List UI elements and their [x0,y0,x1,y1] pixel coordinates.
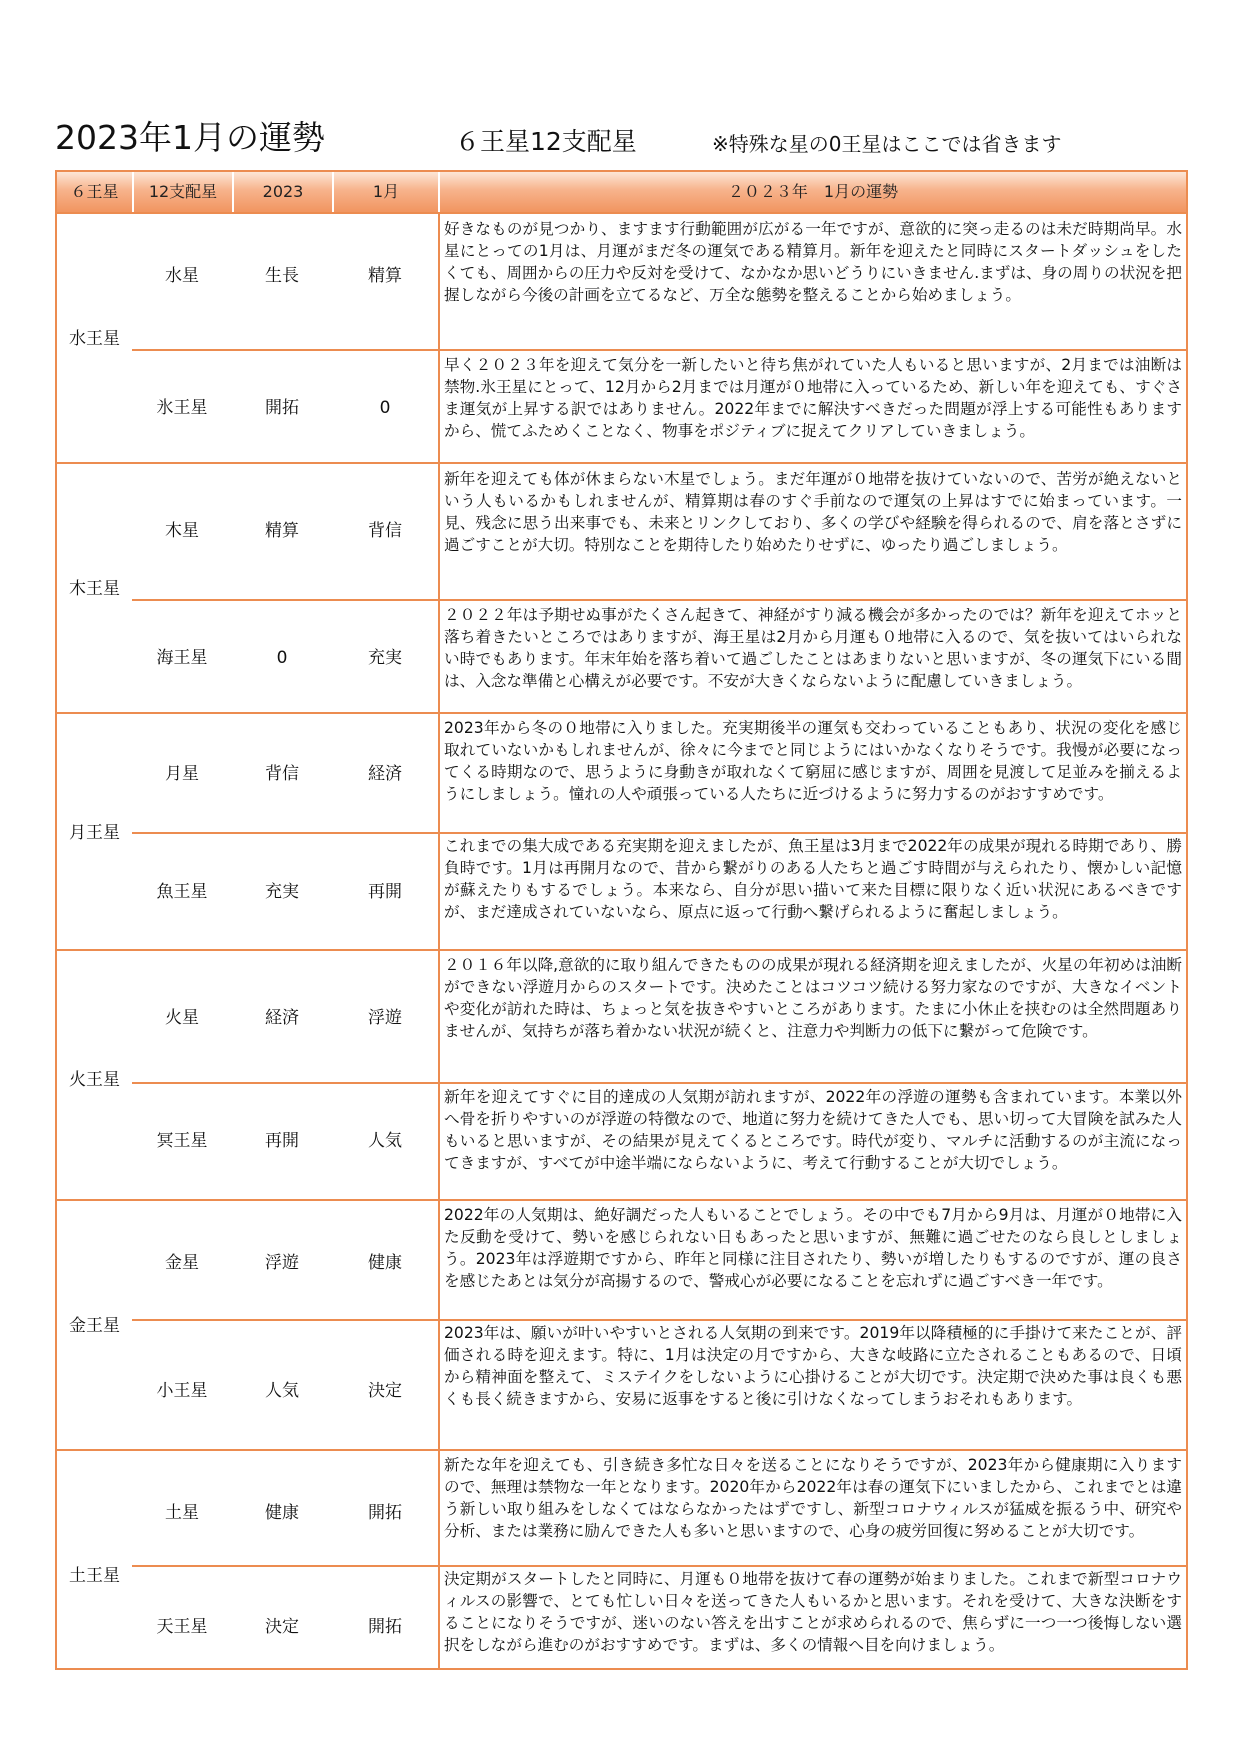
group-name: 木王星 [69,579,120,599]
month-fortune: 背信 [368,521,402,541]
fortune-text: 新たな年を迎えても、引き続き多忙な日々を送ることになりそうですが、2023年から健康期に入りますので、無理は禁物な一年となります。2020年から2022年は春の運気下にいましたから、これまでとは違う新しい取り組みをしなくてはならなかったはずですし、新型コロナウィルスが猛威を振るう中、研究や分析、または業務に励んできた人も多いと思いますので、心身の疲労回復に努めることが大切です。 [444,1456,1182,1540]
col-header-king-star: ６王星 [70,182,119,201]
group-name: 土王星 [69,1566,120,1586]
group-metal-king [57,1201,1186,1451]
group-earth-king [57,1451,1186,1668]
month-fortune: 経済 [368,764,402,784]
year-fortune: 生長 [265,266,299,286]
fortune-text: 新年を迎えてすぐに目的達成の人気期が訪れますが、2022年の浮遊の運勢も含まれています。本業以外へ骨を折りやすいのが浮遊の特徴なので、地道に努力を続けてきた人でも、思い切って大冒険を試みた人もいると思いますが、その結果が見えてくるところです。時代が変り、マルチに活動するのが主流になってきますが、すべてが中途半端にならないように、考えて行動することが大切でしょう。 [444,1088,1183,1172]
ruling-star: 土星 [165,1503,199,1523]
year-fortune: 健康 [265,1503,299,1523]
year-fortune: 充実 [265,882,299,902]
page-note: ※特殊な星の0王星はここでは省きます [712,132,1062,156]
group-name: 月王星 [69,823,120,843]
year-fortune: 開拓 [265,398,299,418]
fortune-text: 2023年から冬の０地帯に入りました。充実期後半の運気も交わっていることもあり、状況の変化を感じ取れていないかもしれませんが、徐々に今までと同じようにはいかなくなりそうです。我慢が必要になってくる時期なので、思うように身動きが取れなくて窮屈に感じますが、周囲を見渡して足並みを揃えるようにしましょう。憧れの人や頑張っている人たちに近づけるように努力するのがおすすめです。 [444,719,1182,803]
ruling-star: 天王星 [156,1617,208,1637]
fortune-text: 早く２０２３年を迎えて気分を一新したいと待ち焦がれていた人もいると思いますが、2月までは油断は禁物.氷王星にとって、12月から2月までは月運が０地帯に入っているため、新しい年を迎えても、すぐさま運気が上昇する訳ではありません。2022年までに解決すべきだった問題が浮上する可能性もありますから、慌てふためくことなく、物事をポジティブに捉えてクリアしていきましょう。 [444,356,1182,440]
ruling-star: 火星 [165,1008,199,1028]
fortune-text: 2022年の人気期は、絶好調だった人もいることでしょう。その中でも7月から9月は、月運が０地帯に入た反動を受けて、勢いを感じられない日もあったと思いますが、無難に過ごせたのなら良しとしましょう。2023年は浮遊期ですから、昨年と同様に注目されたり、勢いが増したりもするのですが、運の良さを感じたあとは気分が高揚するので、警戒心が必要になることを忘れずに過ごすべき一年です。 [444,1206,1182,1290]
group-fire-king [57,951,1186,1201]
col-header-fortune: ２０２３年 1月の運勢 [727,182,899,201]
col-header-ruling-star: 12支配星 [148,182,218,201]
month-fortune: 開拓 [368,1617,402,1637]
fortune-text: 好きなものが見つかり、ますます行動範囲が広がる一年ですが、意欲的に突っ走るのは未だ時期尚早。水星にとっての1月は、月運がまだ冬の運気である精算月。新年を迎えたと同時にスタートダッシュをしたくても、周囲からの圧力や反対を受けて、なかなか思いどうりにいきません.まずは、身の周りの状況を把握しながら今後の計画を立てるなど、万全な態勢を整えることから始めましょう。 [444,220,1182,304]
year-fortune: 人気 [265,1381,299,1401]
ruling-star: 魚王星 [156,882,208,902]
group-wood-king [57,464,1186,714]
month-fortune: 浮遊 [368,1008,402,1028]
fortune-table [55,170,1188,1670]
page-title: 2023年1月の運勢 [55,118,325,157]
ruling-star: 海王星 [156,648,208,668]
year-fortune: 決定 [265,1617,299,1637]
month-fortune: 人気 [368,1131,402,1151]
group-name: 金王星 [69,1316,120,1336]
month-fortune: 開拓 [368,1503,402,1523]
ruling-star: 月星 [165,764,199,784]
group-water-king [57,214,1186,464]
fortune-text: ２０２２年は予期せぬ事がたくさん起きて、神経がすり減る機会が多かったのでは？新年を迎えてホッと落ち着きたいところではありますが、海王星は2月から月運も０地帯に入るので、気を抜いてはいられない時でもあります。年末年始を落ち着いて過ごしたことはあまりないと思いますが、冬の運気下にいる間は、入念な準備と心構えが必要です。不安が大きくならないように配慮していきましょう。 [444,606,1182,690]
group-moon-king [57,714,1186,951]
year-fortune: 再開 [265,1131,299,1151]
ruling-star: 水星 [165,266,199,286]
year-fortune: 浮遊 [265,1253,299,1273]
group-name: 火王星 [69,1070,120,1090]
ruling-star: 木星 [165,521,199,541]
month-fortune: 精算 [368,266,402,286]
fortune-text: これまでの集大成である充実期を迎えましたが、魚王星は3月まで2022年の成果が現れる時期であり、勝負時です。1月は再開月なので、昔から繋がりのある人たちと過ごす時間が与えられたり、懐かしい記憶が蘇えたりもするでしょう。本来なら、自分が思い描いて来た目標に限りなく近い状況にあるべきですが、まだ達成されていないなら、原点に返って行動へ繋げられるように奮起しましょう。 [444,837,1182,921]
year-fortune: 背信 [265,764,299,784]
page-subtitle: ６王星12支配星 [455,127,637,156]
ruling-star: 金星 [165,1253,199,1273]
ruling-star: 小王星 [156,1381,208,1401]
fortune-text: 新年を迎えても体が休まらない木星でしょう。まだ年運が０地帯を抜けていないので、苦労が絶えないという人もいるかもしれませんが、精算期は春のすぐ手前なので運気の上昇はすでに始まっています。一見、残念に思う出来事でも、未来とリンクしており、多くの学びや経験を得られるので、肩を落とさずに過ごすことが大切。特別なことを期待したり始めたりせずに、ゆったり過ごしましょう。 [444,470,1182,554]
year-fortune: 0 [276,648,288,668]
month-fortune: 充実 [368,648,402,668]
month-fortune: 健康 [368,1253,402,1273]
ruling-star: 氷王星 [156,398,208,418]
month-fortune: 0 [379,398,391,418]
fortune-text: ２０１６年以降,意欲的に取り組んできたものの成果が現れる経済期を迎えましたが、火星の年初めは油断ができない浮遊月からのスタートです。決めたことはコツコツ続ける努力家なのですが、大きなイベントや変化が訪れた時は、ちょっと気を抜きやすいところがあります。たまに小休止を挟むのは全然問題ありませんが、気持ちが落ち着かない状況が続くと、注意力や判断力の低下に繋がって危険です。 [444,956,1182,1040]
month-fortune: 再開 [368,882,402,902]
fortune-text: 2023年は、願いが叶いやすいとされる人気期の到来です。2019年以降積極的に手掛けて来たことが、評価される時を迎えます。特に、1月は決定の月ですから、大きな岐路に立たされることもあるので、日頃から精神面を整えて、ミステイクをしないように心掛けることが大切です。決定期で決めた事は良くも悪くも長く続きますから、安易に返事をすると後に引けなくなってしまうおそれもあります。 [444,1324,1182,1408]
col-header-month: 1月 [372,182,400,201]
col-header-year: 2023 [262,182,304,201]
group-name: 水王星 [69,329,120,349]
year-fortune: 経済 [265,1008,299,1028]
table-header [57,172,1186,214]
month-fortune: 決定 [368,1381,402,1401]
year-fortune: 精算 [265,521,299,541]
ruling-star: 冥王星 [156,1131,208,1151]
fortune-text: 決定期がスタートしたと同時に、月運も０地帯を抜けて春の運勢が始まりました。これまで新型コロナウィルスの影響で、とても忙しい日々を送ってきた人もいるかと思います。それを受けて、大きな決断をすることになりそうですが、迷いのない答えを出すことが求められるので、焦らずに一つ一つ後悔しない選択をしながら進むのがおすすめです。まずは、多くの情報へ目を向けましょう。 [444,1570,1182,1654]
